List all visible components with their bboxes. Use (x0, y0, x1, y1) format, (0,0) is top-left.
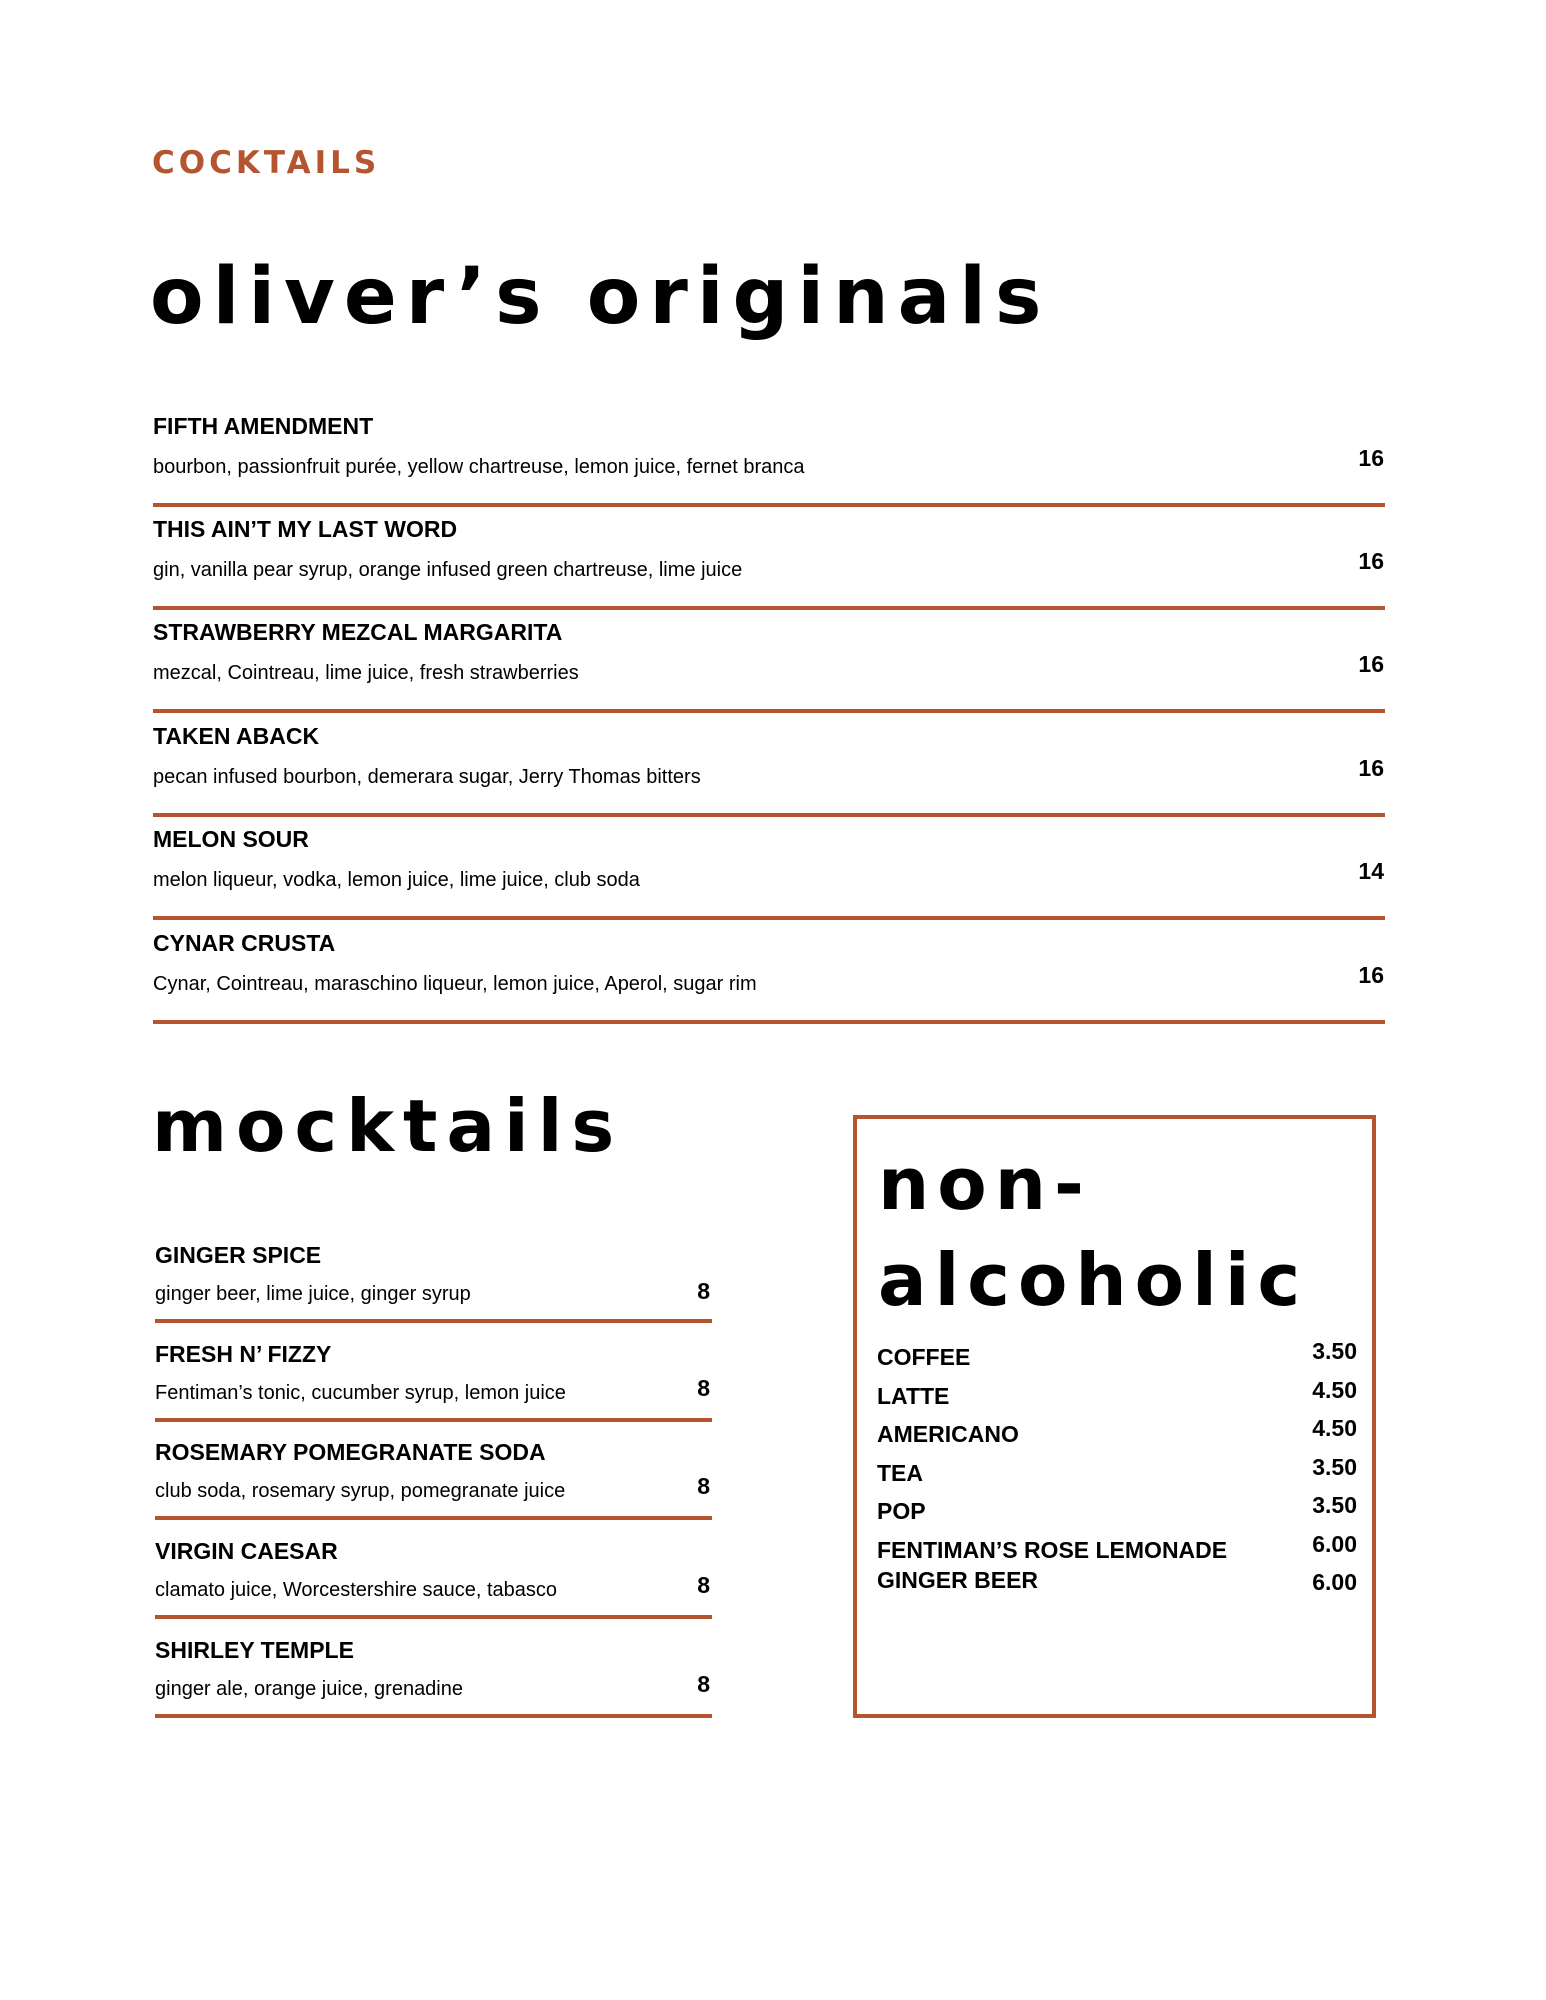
item-price: 16 (1358, 755, 1384, 781)
menu-item (153, 930, 1384, 1033)
item-description: club soda, rosemary syrup, pomegranate juice (155, 1480, 566, 1502)
list-item (877, 1492, 1357, 1531)
item-price: 3.50 (1312, 1453, 1357, 1480)
item-price: 16 (1358, 445, 1384, 471)
menu-item (153, 516, 1384, 619)
item-price: 4.50 (1312, 1415, 1357, 1441)
menu-item (153, 619, 1384, 722)
item-price: 8 (697, 1473, 710, 1499)
item-price: 4.50 (1312, 1376, 1357, 1403)
divider (153, 916, 1385, 920)
item-price: 8 (697, 1278, 710, 1304)
item-name: FIFTH AMENDMENT (153, 413, 374, 439)
divider (155, 1418, 712, 1422)
item-price: 8 (697, 1375, 710, 1401)
item-description: melon liqueur, vodka, lemon juice, lime juice, club soda (153, 869, 640, 891)
item-price: 3.50 (1312, 1492, 1357, 1518)
item-name: FRESH N’ FIZZY (155, 1341, 332, 1367)
item-description: mezcal, Cointreau, lime juice, fresh strawberries (153, 662, 579, 684)
list-item (877, 1415, 1357, 1454)
item-name: STRAWBERRY MEZCAL MARGARITA (153, 619, 563, 645)
divider (155, 1516, 712, 1520)
menu-item (155, 1242, 710, 1340)
item-description: ginger ale, orange juice, grenadine (155, 1678, 463, 1700)
item-description: pecan infused bourbon, demerara sugar, Jerry Thomas bitters (153, 766, 701, 788)
item-price: 6.00 (1312, 1569, 1357, 1595)
item-name: FENTIMAN’S ROSE LEMONADE (877, 1536, 1228, 1563)
divider (155, 1615, 712, 1619)
menu-item (153, 413, 1384, 516)
item-name: MELON SOUR (153, 826, 309, 852)
item-price: 16 (1358, 651, 1384, 677)
menu-item (155, 1538, 710, 1636)
menu-item (153, 723, 1384, 826)
list-item (877, 1569, 1357, 1608)
item-name: POP (877, 1498, 926, 1524)
non-alcoholic-title: non-alcoholic (878, 1142, 1309, 1322)
item-name: VIRGIN CAESAR (155, 1538, 338, 1564)
item-description: Fentiman’s tonic, cucumber syrup, lemon juice (155, 1382, 566, 1404)
divider (153, 1020, 1385, 1024)
list-item (877, 1454, 1357, 1493)
item-name: GINGER BEER (877, 1567, 1039, 1593)
item-price: 16 (1358, 548, 1384, 574)
divider (155, 1319, 712, 1323)
item-price: 3.50 (1312, 1338, 1357, 1364)
list-item (877, 1377, 1357, 1416)
item-name: COFFEE (877, 1344, 971, 1370)
item-name: ROSEMARY POMEGRANATE SODA (155, 1439, 546, 1465)
item-name: CYNAR CRUSTA (153, 930, 336, 956)
section-label: COCKTAILS (152, 145, 381, 181)
item-name: LATTE (877, 1382, 950, 1409)
list-item (877, 1531, 1357, 1570)
item-price: 8 (697, 1671, 710, 1697)
item-price: 6.00 (1312, 1530, 1357, 1557)
item-description: bourbon, passionfruit purée, yellow chartreuse, lemon juice, fernet branca (153, 456, 805, 478)
divider (153, 503, 1385, 507)
menu-item (155, 1637, 710, 1735)
item-description: ginger beer, lime juice, ginger syrup (155, 1283, 471, 1305)
originals-title: oliver’s originals (150, 252, 1051, 342)
divider (153, 813, 1385, 817)
item-name: TEA (877, 1459, 923, 1486)
menu-item (153, 826, 1384, 929)
item-price: 14 (1358, 858, 1384, 884)
item-name: SHIRLEY TEMPLE (155, 1637, 354, 1663)
item-price: 8 (697, 1572, 710, 1598)
non-alcoholic-list (877, 1338, 1357, 1608)
divider (153, 709, 1385, 713)
list-item (877, 1338, 1357, 1377)
item-name: AMERICANO (877, 1421, 1019, 1447)
menu-item (155, 1341, 710, 1439)
item-name: THIS AIN’T MY LAST WORD (153, 516, 458, 542)
divider (155, 1714, 712, 1718)
item-description: Cynar, Cointreau, maraschino liqueur, lemon juice, Aperol, sugar rim (153, 973, 757, 995)
item-description: clamato juice, Worcestershire sauce, tabasco (155, 1579, 558, 1601)
item-description: gin, vanilla pear syrup, orange infused green chartreuse, lime juice (153, 559, 743, 581)
item-name: TAKEN ABACK (153, 723, 320, 749)
divider (153, 606, 1385, 610)
item-name: GINGER SPICE (155, 1242, 322, 1268)
menu-item (155, 1439, 710, 1537)
mocktails-title: mocktails (152, 1084, 624, 1168)
item-price: 16 (1358, 962, 1384, 988)
